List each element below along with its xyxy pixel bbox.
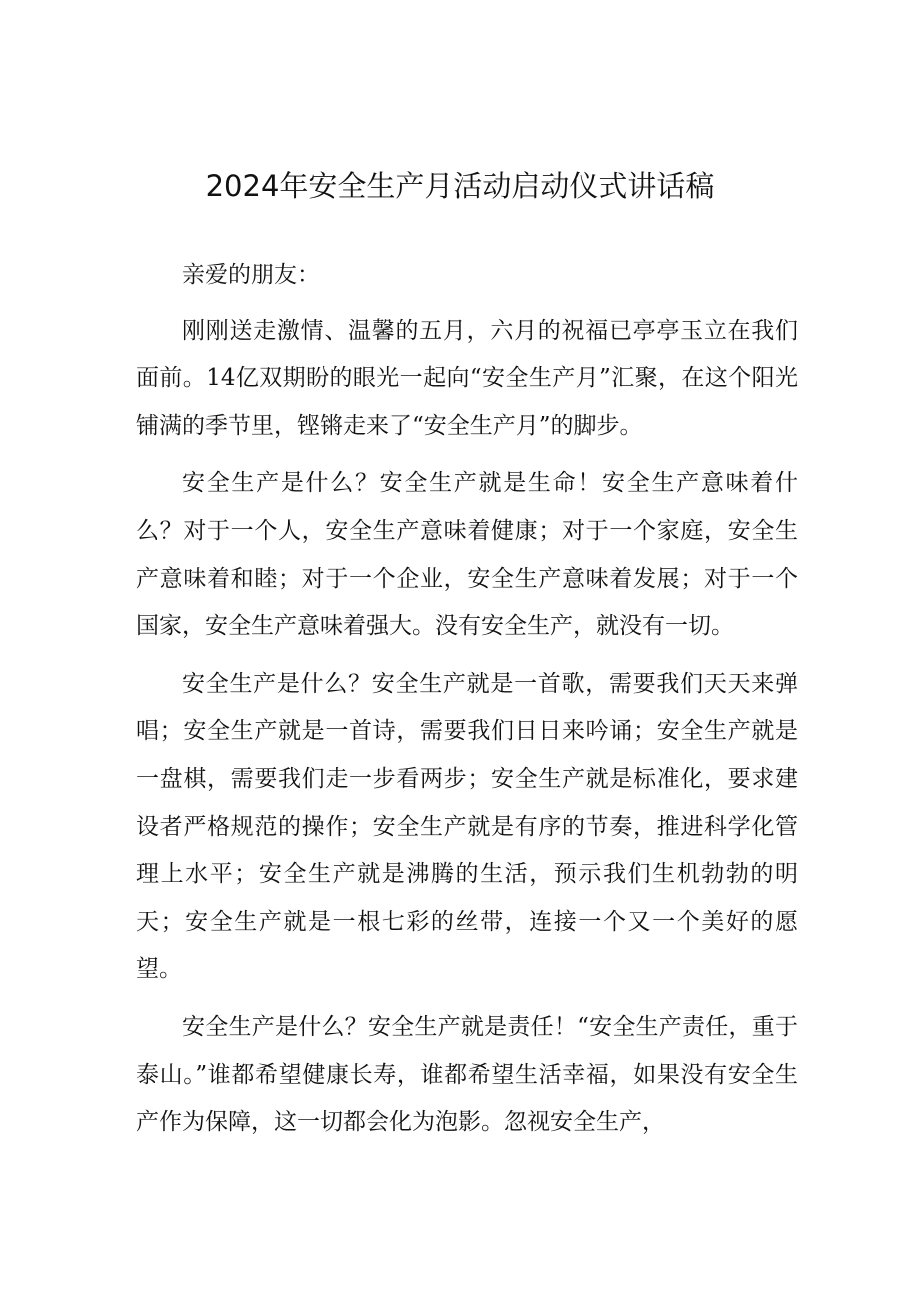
- paragraph-2: 安全生产是什么？安全生产就是生命！安全生产意味着什么？对于一个人，安全生产意味着健康；对于一个家庭，安全生产意味着和睦；对于一个企业，安全生产意味着发展；对于一个国家，安全生产意味着强大。没有安全生产，就没有一切。: [136, 470, 798, 640]
- salutation: 亲爱的朋友：: [182, 262, 320, 288]
- paragraph-1: 刚刚送走激情、温馨的五月，六月的祝福已亭亭玉立在我们面前。14亿双期盼的眼光一起向“安全生产月”汇聚，在这个阳光铺满的季节里，铿锵走来了“安全生产月”的脚步。: [136, 317, 798, 439]
- document-title: 2024年安全生产月活动启动仪式讲话稿: [205, 169, 715, 203]
- paragraph-4: 安全生产是什么？安全生产就是责任！“安全生产责任，重于泰山。”谁都希望健康长寿，谁都希望生活幸福，如果没有安全生产作为保障，这一切都会化为泡影。忽视安全生产，: [136, 1013, 798, 1136]
- document-body: [136, 252, 798, 1147]
- paragraph-3: 安全生产是什么？安全生产就是一首歌，需要我们天天来弹唱；安全生产就是一首诗，需要我们日日来吟诵；安全生产就是一盘棋，需要我们走一步看两步；安全生产就是标准化，要求建设者严格规范的操作；安全生产就是有序的节奏，推进科学化管理上水平；安全生产就是沸腾的生活，预示我们生机勃勃的明天；安全生产就是一根七彩的丝带，连接一个又一个美好的愿望。: [136, 670, 798, 983]
